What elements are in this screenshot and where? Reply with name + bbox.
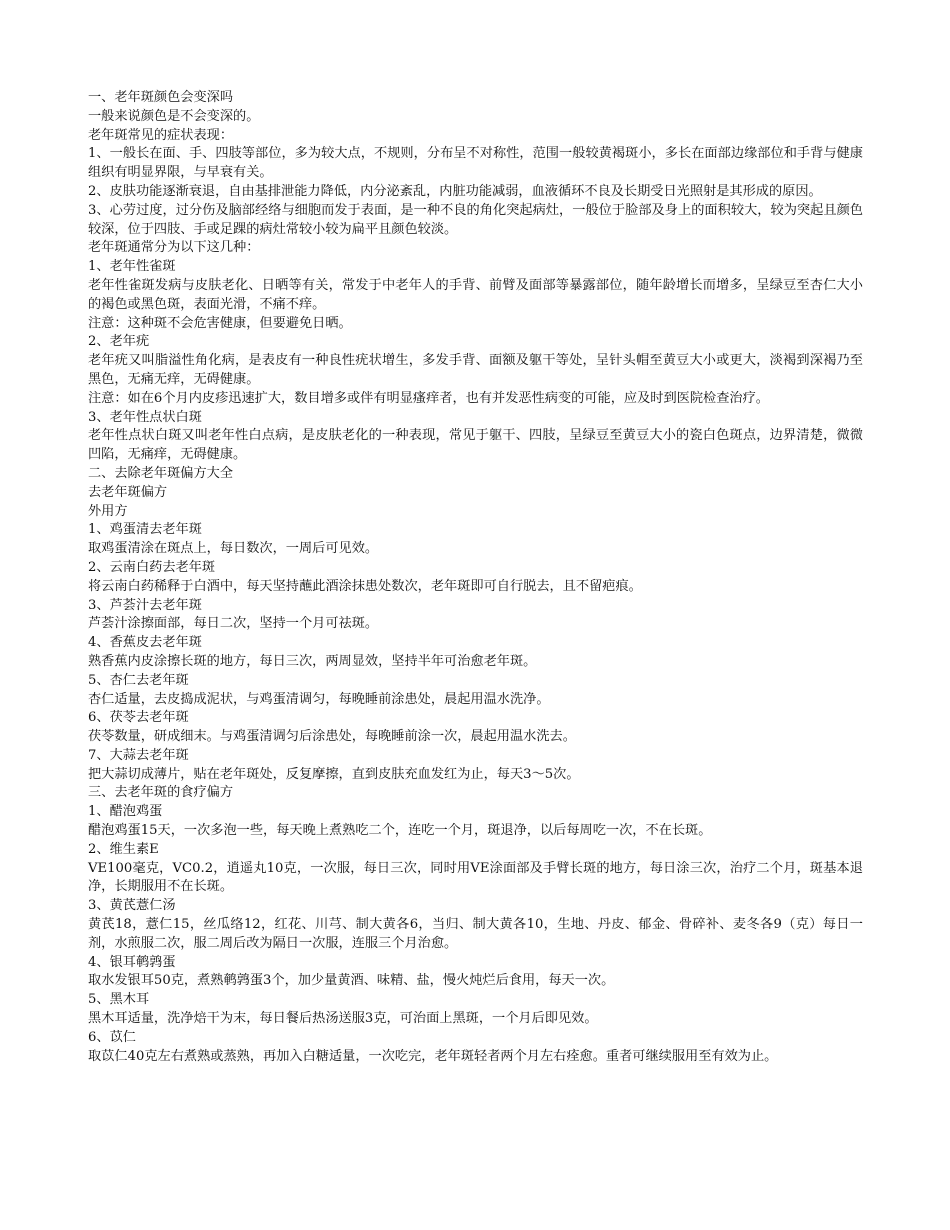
paragraph: 3、心劳过度，过分伤及脑部经络与细胞而发于表面，是一种不良的角化突起病灶，一般位于脸部及身上的面积较大，较为突起且颜色较深，位于四肢、手或足踝的病灶常较小较为扁平且颜色较淡。 (88, 202, 863, 237)
paragraph: 2、皮肤功能逐渐衰退，自由基排泄能力降低，内分泌紊乱，内脏功能减弱，血液循环不良及长期受日光照射是其形成的原因。 (88, 183, 822, 199)
paragraph: 取鸡蛋清涂在斑点上，每日数次，一周后可见效。 (88, 541, 379, 557)
paragraph: 老年性点状白斑又叫老年性白点病，是皮肤老化的一种表现，常见于躯干、四肢，呈绿豆至黄豆大小的瓷白色斑点，边界清楚，微微凹陷，无痛痒，无碍健康。 (88, 428, 863, 463)
paragraph: 把大蒜切成薄片，贴在老年斑处，反复摩擦，直到皮肤充血发红为止，每天3～5次。 (88, 766, 580, 782)
item-title: 2、维生素E (88, 841, 159, 857)
item-title: 3、黄芪薏仁汤 (88, 898, 176, 914)
item-title: 1、鸡蛋清去老年斑 (88, 522, 202, 538)
paragraph: 熟香蕉内皮涂擦长斑的地方，每日三次，两周显效，坚持半年可治愈老年斑。 (88, 653, 537, 669)
item-title: 2、老年疣 (88, 334, 150, 350)
paragraph: 醋泡鸡蛋15天，一次多泡一些，每天晚上煮熟吃二个，连吃一个月，斑退净，以后每周吃一次，不在长斑。 (88, 823, 712, 839)
subheading: 外用方 (88, 503, 128, 519)
heading-1: 一、老年斑颜色会变深吗 (88, 90, 234, 105)
subheading: 去老年斑偏方 (88, 484, 168, 500)
paragraph: 老年性雀斑发病与皮肤老化、日晒等有关，常发于中老年人的手背、前臂及面部等暴露部位，随年龄增长而增多，呈绿豆至杏仁大小的褐色或黑色斑，表面光滑，不痛不痒。 (88, 277, 863, 312)
paragraph: 将云南白药稀释于白酒中，每天坚持蘸此酒涂抹患处数次，老年斑即可自行脱去，且不留疤痕。 (88, 578, 642, 594)
paragraph: 一般来说颜色是不会变深的。 (88, 108, 260, 124)
paragraph: 黑木耳适量，洗净焙干为末，每日餐后热汤送服3克，可治面上黑斑，一个月后即见效。 (88, 1011, 598, 1027)
item-title: 1、老年性雀斑 (88, 259, 176, 275)
heading-2: 二、去除老年斑偏方大全 (88, 465, 234, 481)
item-title: 5、杏仁去老年斑 (88, 672, 189, 688)
item-title: 7、大蒜去老年斑 (88, 747, 189, 763)
heading-3: 三、去老年斑的食疗偏方 (88, 785, 234, 801)
paragraph: 芦荟汁涂擦面部，每日二次，坚持一个月可祛斑。 (88, 616, 379, 632)
item-title: 3、芦荟汁去老年斑 (88, 597, 202, 613)
paragraph: 1、一般长在面、手、四肢等部位，多为较大点，不规则，分布呈不对称性，范围一般较黄褐斑小，多长在面部边缘部位和手背与健康组织有明显界限，与早衰有关。 (88, 146, 863, 181)
item-title: 5、黑木耳 (88, 992, 150, 1008)
document-body (88, 89, 863, 1066)
item-title: 3、老年性点状白斑 (88, 409, 202, 425)
note: 注意：如在6个月内皮疹迅速扩大，数目增多或伴有明显瘙痒者，也有并发恶性病变的可能，应及时到医院检查治疗。 (88, 390, 769, 406)
item-title: 4、香蕉皮去老年斑 (88, 635, 202, 651)
subheading: 老年斑常见的症状表现： (88, 127, 234, 143)
item-title: 6、苡仁 (88, 1029, 136, 1045)
paragraph: 老年疣又叫脂溢性角化病，是表皮有一种良性疣状增生，多发手背、面额及躯干等处，呈针头帽至黄豆大小或更大，淡褐到深褐乃至黑色，无痛无痒，无碍健康。 (88, 353, 863, 387)
item-title: 4、银耳鹌鹑蛋 (88, 954, 176, 970)
paragraph: 杏仁适量，去皮捣成泥状，与鸡蛋清调匀，每晚睡前涂患处，晨起用温水洗净。 (88, 691, 550, 707)
paragraph: VE100毫克，VC0.2，逍遥丸10克，一次服，每日三次，同时用VE涂面部及手臂长斑的地方，每日涂三次，治疗二个月，斑基本退净，长期服用不在长斑。 (88, 860, 863, 895)
item-title: 1、醋泡鸡蛋 (88, 804, 163, 820)
paragraph: 取水发银耳50克，煮熟鹌鹑蛋3个，加少量黄酒、味精、盐，慢火炖烂后食用，每天一次。 (88, 973, 615, 989)
paragraph: 取苡仁40克左右煮熟或蒸熟，再加入白糖适量，一次吃完，老年斑轻者两个月左右痊愈。重者可继续服用至有效为止。 (88, 1048, 778, 1064)
item-title: 2、云南白药去老年斑 (88, 559, 216, 575)
subheading: 老年斑通常分为以下这几种： (88, 240, 260, 256)
item-title: 6、茯苓去老年斑 (88, 710, 189, 726)
note: 注意：这种斑不会危害健康，但要避免日晒。 (88, 315, 352, 331)
paragraph: 茯苓数量，研成细末。与鸡蛋清调匀后涂患处，每晚睡前涂一次，晨起用温水洗去。 (88, 729, 576, 745)
paragraph: 黄芪18，薏仁15，丝瓜络12，红花、川芎、制大黄各6，当归、制大黄各10，生地、丹皮、郁金、骨碎补、麦冬各9（克）每日一剂，水煎服二次，服二周后改为隔日一次服，连服三个月治愈。 (88, 917, 863, 951)
